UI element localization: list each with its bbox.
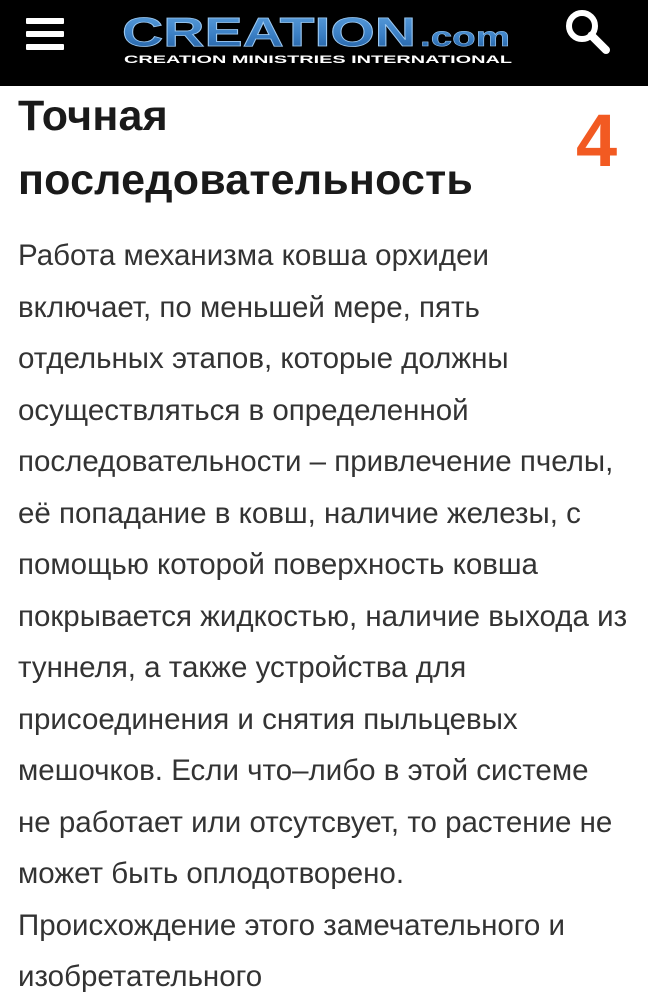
menu-button[interactable] xyxy=(20,10,72,58)
logo-tagline-text: CREATION MINISTRIES INTERNATIONAL xyxy=(124,54,513,66)
step-number: 4 xyxy=(576,99,618,182)
search-button[interactable] xyxy=(562,6,614,58)
site-logo[interactable] xyxy=(120,8,520,66)
logo-domain-text: .com xyxy=(420,21,510,52)
creation-logo-image xyxy=(120,8,520,66)
search-magnifier-icon xyxy=(562,6,614,58)
logo-brand-text: CREATION xyxy=(122,9,416,55)
site-header xyxy=(0,0,648,86)
article-heading: Точная последовательность xyxy=(18,92,473,204)
article-paragraph: Работа механизма ковша орхидеи включает, по меньшей мере, пять отдельных этапов, которые должны осуществляться в определенной последовательности – привлечение пчелы, её попадание в ковш, наличие железы, с помощью которой поверхность ковша покрывается жидкостью, наличие выхода из туннеля, а также устройства для присоединения и снятия пыльцевых мешочков. Если что–либо в этой системе не работает или отсутсвует, то растение не может быть оплодотворено. Происхождение этого замечательного и изобретательного xyxy=(18,239,628,993)
